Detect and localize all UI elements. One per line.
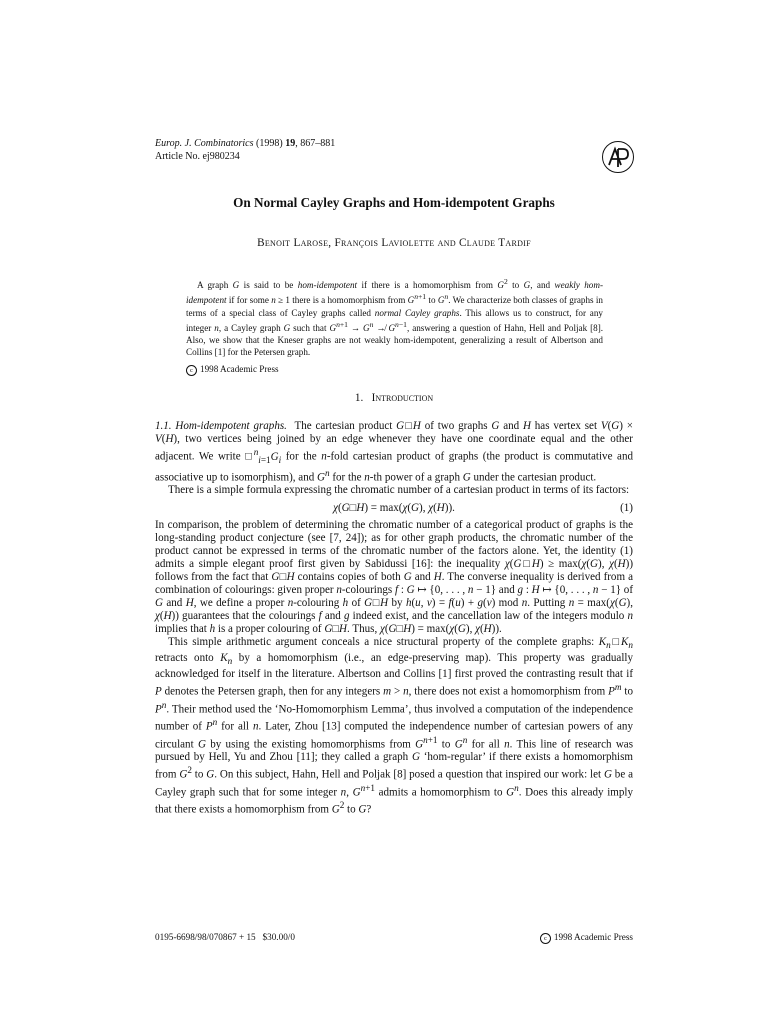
page-footer (155, 932, 633, 942)
abstract-text: A graph G is said to be hom-idempotent if there is a homomorphism from $G^2$ to G, and weakly hom-idempotent if for some n ≥ 1 there is a homomorphism from $G^{n+1}$ to $G^n$. We characterize both classes of graphs in terms of a special class of Cayley graphs called normal Cayley graphs. This allows us to construct, for any integer n, a Cayley graph G such that $G^{n+1} \to G^n$ ↛ $G^{n-1}$, answering a question of Hahn, Hell and Poljak [8]. Also, we show that the Kneser graphs are not weakly hom-idempotent, generalizing a result of Albertson and Collins [1] for the Petersen graph. (186, 277, 604, 358)
journal-name: Europ. J. Combinatorics (155, 138, 254, 149)
footer-copyright: c 1998 Academic Press (540, 932, 633, 944)
footer-code: 0195-6698/98/070867 + 15 $30.00/0 (155, 932, 295, 942)
paragraph: 1.1. Hom-idempotent graphs. The cartesian product G□H of two graphs G and H has vertex set V(G) × V(H), two vertices being joined by an edge whenever they have one coordinate equal and the other adjacent. We write $□^n_{i=1}G_i$ for the n-fold cartesian product of graphs (the product is commutative and associative up to isomorphism), and $G^n$ for the n-th power of a graph G under the cartesian product. (155, 420, 633, 484)
paper-authors: Benoit Larose, François Laviolette and Claude Tardif (257, 237, 531, 249)
body-text (155, 420, 633, 817)
journal-header: Europ. J. Combinatorics (1998) 19, 867–881 Article No. ej980234 (155, 138, 336, 162)
journal-year: (1998) (256, 138, 283, 149)
journal-pages: 867–881 (300, 138, 336, 149)
equation-math: χ(G□H) = max(χ(G), χ(H)). (333, 502, 455, 515)
paragraph: This simple arithmetic argument conceals a nice structural property of the complete graphs: $K_n□K_n$ retracts onto $K_n$ by a homomorphism (i.e., an edge-preserving map). This property was gradually acknowledged for itself in the literature. Albertson and Collins [1] first proved the contrasting result that if P denotes the Petersen graph, then for any integers m > n, there does not exist a homomorphism from $P^m$ to $P^n$. Their method used the ‘No-Homomorphism Lemma’, thus involved a computation of the independence number of $P^n$ for all n. Later, Zhou [13] computed the independence number of cartesian powers of any circulant G by using the existing homomorphisms from $G^{n+1}$ to $G^n$ for all n. This line of research was pursued by Hell, Yu and Zhou [11]; they called a graph G ‘hom-regular’ if there exists a homomorphism from $G^2$ to G. On this subject, Hahn, Hell and Poljak [8] posed a question that inspired our work: let G be a Cayley graph such that for some integer n, $G^{n+1}$ admits a homomorphism to $G^n$. Does this already imply that there exists a homomorphism from $G^2$ to G? (155, 635, 634, 817)
copyright-icon: c (540, 933, 551, 944)
abstract (186, 276, 603, 376)
paragraph: In comparison, the problem of determining the chromatic number of a categorical product of graphs is the long-standing product conjecture (see [7, 24]); as for other graph products, the chromatic number of the product cannot be expressed in terms of the chromatic number of the factors alone. Yet, the identity (1) admits a simple elegant proof first given by Sabidussi [16]: the inequality χ(G□H) ≥ max(χ(G), χ(H)) follows from the fact that G□H contains copies of both G and H. The converse inequality is derived from a combination of colourings: given proper n-colourings f : G ↦ {0, . . . , n − 1} and g : H ↦ {0, . . . , n − 1} of G and H, we define a proper n-colouring h of G□H by h(u, v) = f(u) + g(v) mod n. Putting n = max(χ(G), χ(H)) guarantees that the colourings f and g indeed exist, and the cancellation law of the integers modulo n implies that h is a proper colouring of G□H. Thus, χ(G□H) = max(χ(G), χ(H)). (155, 519, 633, 635)
ap-logo-icon (603, 142, 633, 172)
journal-volume: 19 (285, 138, 296, 149)
section-number: 1. (354, 392, 364, 404)
equation-number: (1) (620, 502, 633, 515)
abstract-copyright: c 1998 Academic Press (186, 363, 603, 376)
paragraph: There is a simple formula expressing the chromatic number of a cartesian product in terms of its factors: (168, 484, 630, 497)
article-number: Article No. ej980234 (155, 151, 240, 162)
academic-press-logo (602, 141, 634, 173)
copyright-icon: c (186, 365, 197, 376)
equation-1 (155, 497, 633, 519)
section-title: Introduction (371, 392, 434, 404)
paper-title: On Normal Cayley Graphs and Hom-idempotent Graphs (233, 195, 555, 210)
section-heading (155, 392, 633, 404)
